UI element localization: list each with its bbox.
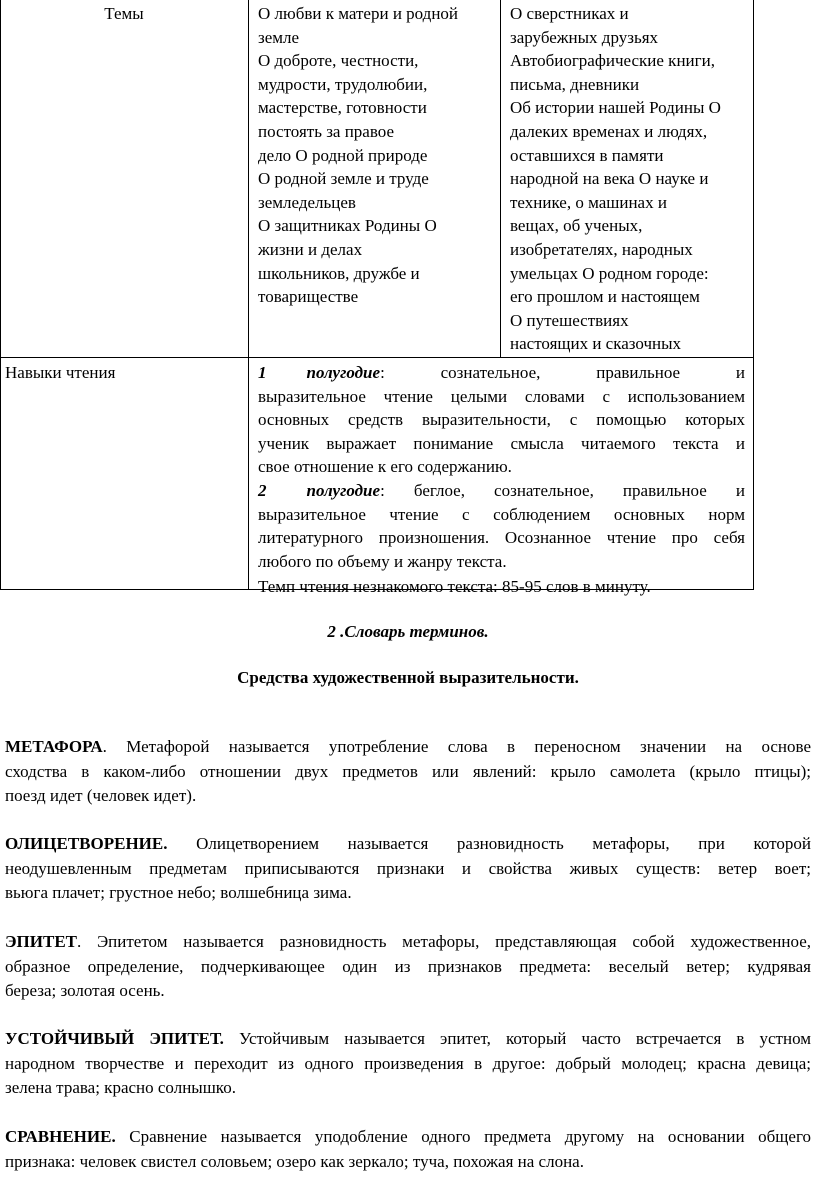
topic-line: О сверстниках и — [510, 4, 629, 23]
term-line: поезд идет (человек идет). — [5, 786, 197, 805]
topic-line: дело О родной природе — [258, 145, 428, 165]
term-text: Олицетворением называется разновидность метафоры, при которой — [167, 834, 811, 853]
table-divider-col2 — [500, 0, 501, 357]
topic-line: Об истории нашей Родины О — [510, 98, 721, 118]
topic-line: О родной земле и труде — [258, 169, 429, 189]
table-border-right — [753, 0, 754, 590]
term2-word: полугодие — [306, 480, 381, 500]
term1-number: 1 — [258, 363, 267, 382]
term1-text: : сознательное, правильное и — [380, 363, 745, 382]
topic-line: технике, о машинах и — [510, 192, 667, 212]
term-name: СРАВНЕНИЕ. — [5, 1127, 116, 1146]
table-divider-col1 — [248, 0, 249, 590]
topic-line: О доброте, честности, — [258, 51, 419, 71]
table-cell-reading-label — [5, 361, 245, 385]
reading-skills-label: Навыки чтения — [5, 363, 116, 382]
topic-line: далеких временах и людях, — [510, 121, 708, 141]
term2-text: : беглое, сознательное, правильное и — [380, 480, 745, 500]
term-line: образное определение, подчеркивающее один из признаков предмета: веселый ветер; кудрявая — [5, 956, 811, 976]
term-line: сходства в каком-либо отношении двух предметов или явлений: крыло самолета (крыло птицы); — [5, 761, 811, 781]
term-line: неодушевленным предметам приписываются признаки и свойства живых существ: ветер воет; — [5, 858, 811, 878]
table-cell-topics-col2 — [258, 2, 494, 309]
table-cell-reading-skills — [258, 361, 745, 599]
topic-line: земле — [258, 27, 300, 47]
term-stable-epithet — [5, 1027, 811, 1101]
term-line — [5, 735, 811, 760]
table-border-left — [0, 0, 1, 590]
term2-number: 2 — [258, 480, 267, 500]
reading-line: литературного произношения. Осознанное чтение про себя — [258, 528, 745, 548]
table-cell-topics-col3 — [510, 2, 750, 356]
term-text: Устойчивым называется эпитет, который часто встречается в устном — [223, 1029, 812, 1048]
term-personification — [5, 832, 811, 906]
topic-line: постоять за правое — [258, 121, 395, 141]
topic-line: мудрости, трудолюбии, — [258, 74, 428, 94]
reading-line: выразительное чтение с соблюдением основных норм — [258, 504, 745, 524]
curriculum-table — [0, 0, 755, 597]
term-line — [5, 930, 811, 955]
topic-line: зарубежных друзьях — [510, 27, 659, 47]
term-epithet — [5, 930, 811, 1004]
table-cell-topics-label — [0, 2, 248, 26]
topic-line: товариществе — [258, 287, 359, 307]
topic-line: народной на века О науке и — [510, 169, 709, 189]
topic-line: О любви к матери и родной — [258, 4, 459, 23]
topic-line: вещах, об ученых, — [510, 216, 643, 236]
topic-line: мастерстве, готовности — [258, 98, 427, 118]
term-metaphor — [5, 735, 811, 809]
reading-line: ученик выражает понимание смысла читаемого текста и — [258, 433, 745, 453]
term-name: УСТОЙЧИВЫЙ ЭПИТЕТ. — [5, 1029, 224, 1048]
topic-line: изобретателях, народных — [510, 239, 693, 259]
section-subtitle: Средства художественной выразительности. — [237, 668, 579, 687]
term-text: . Эпитетом называется разновидность метафоры, представляющая собой художественное, — [77, 932, 811, 951]
term-line — [5, 1125, 811, 1150]
topic-line: школьников, дружбе и — [258, 263, 420, 283]
term-line — [5, 832, 811, 857]
term-comparison — [5, 1125, 811, 1174]
reading-line: любого по объему и жанру текста. — [258, 551, 507, 571]
term1-word: полугодие — [306, 363, 381, 382]
table-row-divider — [0, 357, 754, 358]
reading-line — [258, 361, 745, 385]
reading-tempo: Темп чтения незнакомого текста: 85-95 слов в минуту. — [258, 577, 651, 597]
reading-line: выразительное чтение целыми словами с использованием — [258, 386, 745, 406]
term-line: вьюга плачет; грустное небо; волшебница зима. — [5, 883, 352, 902]
topic-line: письма, дневники — [510, 74, 640, 94]
section-title: 2 .Словарь терминов. — [327, 622, 489, 641]
term-line: народном творчестве и переходит из одного произведения в другое: добрый молодец; красна девица; — [5, 1053, 811, 1073]
reading-line — [258, 479, 745, 503]
term-line: признака: человек свистел соловьем; озеро как зеркало; туча, похожая на слона. — [5, 1151, 584, 1171]
term-text: . Метафорой называется употребление слова в переносном значении на основе — [102, 737, 811, 756]
topic-line: О защитниках Родины О — [258, 216, 437, 236]
topic-line: жизни и делах — [258, 239, 363, 259]
term-text: Сравнение называется уподобление одного предмета другому на основании общего — [115, 1127, 811, 1146]
topic-line: О путешествиях — [510, 310, 629, 330]
reading-line: свое отношение к его содержанию. — [258, 457, 512, 477]
reading-line: основных средств выразительности, с помощью которых — [258, 410, 745, 430]
topic-line: Автобиографические книги, — [510, 51, 715, 71]
term-line: береза; золотая осень. — [5, 981, 165, 1000]
topics-label: Темы — [104, 4, 144, 23]
topic-line: умельцах О родном городе: — [510, 263, 709, 283]
term-name: ОЛИЦЕТВОРЕНИЕ. — [5, 834, 168, 853]
topic-line: настоящих и сказочных — [510, 334, 682, 354]
term-line: зелена трава; красно солнышко. — [5, 1078, 236, 1097]
term-name: МЕТАФОРА — [5, 737, 103, 756]
topic-line: земледельцев — [258, 192, 356, 212]
topic-line: его прошлом и настоящем — [510, 287, 700, 307]
term-name: ЭПИТЕТ — [5, 932, 77, 951]
term-line — [5, 1027, 811, 1052]
topic-line: оставшихся в памяти — [510, 145, 664, 165]
